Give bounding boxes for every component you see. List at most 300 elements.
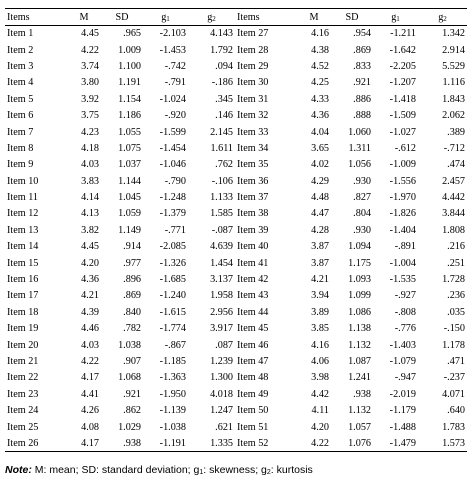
skewness-value-right: -1.404: [389, 224, 416, 236]
mean-value: 4.14: [81, 192, 99, 204]
skewness-value-right: -1.479: [373, 435, 418, 451]
table-row: [5, 419, 467, 435]
item-label: Item 8: [7, 142, 34, 154]
table-row: [5, 402, 467, 418]
sd-value-right: .833: [353, 60, 371, 72]
item-label-right: Item 52: [235, 435, 297, 451]
sd-value-right: 1.311: [348, 142, 371, 154]
header-g1-letter: g: [161, 11, 167, 23]
sd-value-right: .930: [353, 224, 371, 236]
sd-value: .938: [101, 435, 143, 451]
sd-value-right: 1.087: [348, 356, 371, 367]
table-row: [5, 58, 467, 74]
table-row: [5, 140, 467, 156]
kurtosis-value-right: 1.573: [418, 435, 467, 451]
kurtosis-value: .087: [215, 339, 233, 351]
mean-value-right: 4.16: [311, 339, 329, 351]
kurtosis-value: 3.917: [210, 323, 233, 335]
skewness-value-right: -.776: [394, 323, 416, 335]
item-label: Item 23: [7, 388, 39, 400]
item-label-right: Item 44: [237, 306, 269, 318]
kurtosis-value: 2.956: [210, 306, 233, 318]
mean-value: 3.92: [81, 93, 99, 105]
sd-value: .840: [123, 306, 141, 318]
kurtosis-value: 1.792: [210, 44, 233, 56]
header-g2-sub-right: 2: [443, 14, 447, 23]
skewness-value-right: -1.403: [389, 339, 416, 351]
mean-value-right: 4.52: [311, 60, 329, 72]
skewness-value-right: -1.207: [389, 77, 416, 89]
mean-value: 3.80: [81, 77, 99, 89]
kurtosis-value-right: -.237: [443, 372, 465, 384]
sd-value-right: .921: [353, 77, 371, 89]
sd-value: 1.191: [118, 77, 141, 89]
table-row: [5, 206, 467, 222]
skewness-value-right: -.927: [394, 290, 416, 302]
mean-value-right: 4.25: [311, 77, 329, 89]
header-sd-right: SD: [331, 9, 373, 26]
mean-value: 3.74: [81, 60, 99, 72]
table-row: [5, 271, 467, 287]
header-skewness-right: [373, 9, 418, 26]
item-label: Item 11: [7, 192, 39, 204]
header-kurtosis-right: [418, 9, 467, 26]
mean-value-right: 3.65: [311, 142, 329, 154]
mean-value-right: 4.20: [311, 421, 329, 433]
skewness-value-right: -1.179: [389, 405, 416, 417]
skewness-value-right: -1.642: [389, 44, 416, 56]
item-label-right: Item 27: [237, 28, 269, 40]
skewness-value: -1.950: [159, 388, 186, 400]
sd-value: 1.055: [118, 126, 141, 138]
item-label: Item 1: [7, 28, 34, 40]
sd-value: .782: [123, 323, 141, 335]
item-label: Item 19: [7, 323, 39, 335]
skewness-value-right: -1.826: [389, 208, 416, 220]
mean-value-right: 4.33: [311, 93, 329, 105]
item-label-right: Item 41: [237, 257, 269, 269]
sd-value: .862: [123, 405, 141, 417]
mean-value-right: 4.36: [311, 110, 329, 122]
header-g1-sub: 1: [166, 14, 170, 23]
sd-value-right: .804: [353, 208, 371, 220]
sd-value: 1.009: [118, 44, 141, 56]
table-body: [5, 26, 467, 452]
table-row: [5, 239, 467, 255]
sd-value-right: 1.241: [348, 372, 371, 384]
skewness-value: -1.326: [159, 257, 186, 269]
sd-value-right: 1.132: [348, 405, 371, 417]
item-label-right: Item 29: [237, 60, 269, 72]
header-items-right: Items: [235, 9, 297, 26]
item-label-right: Item 30: [237, 77, 269, 89]
skewness-value: -1.248: [159, 192, 186, 204]
kurtosis-value: 1.335: [188, 435, 235, 451]
table-row: [5, 386, 467, 402]
sd-value: .921: [123, 388, 141, 400]
item-label: Item 4: [7, 77, 34, 89]
header-g1-sub-right: 1: [396, 14, 400, 23]
item-label-right: Item 51: [237, 421, 269, 433]
header-g1-letter-right: g: [391, 11, 397, 23]
sd-value: .914: [123, 241, 141, 253]
table-row: [5, 91, 467, 107]
mean-value-right: 4.21: [311, 274, 329, 286]
mean-value: 4.39: [81, 306, 99, 318]
skewness-value-right: -.808: [394, 306, 416, 318]
item-label: Item 13: [7, 224, 39, 236]
item-label: Item 24: [7, 405, 39, 417]
table-row: [5, 337, 467, 353]
kurtosis-value-right: 5.529: [442, 60, 465, 72]
skewness-value-right: -1.027: [389, 126, 416, 138]
sd-value-right: 1.076: [331, 435, 373, 451]
mean-value-right: 3.85: [311, 323, 329, 335]
kurtosis-value-right: -.712: [443, 142, 465, 154]
skewness-value-right: -1.488: [389, 421, 416, 433]
sd-value: .907: [123, 356, 141, 367]
item-label-right: Item 35: [237, 159, 269, 171]
item-label: Item 10: [7, 175, 39, 187]
kurtosis-value-right: 1.843: [442, 93, 465, 105]
kurtosis-value-right: 1.342: [442, 28, 465, 40]
kurtosis-value: 3.137: [210, 274, 233, 286]
kurtosis-value: 1.611: [210, 142, 233, 154]
item-label: Item 25: [7, 421, 39, 433]
table-row: [5, 107, 467, 123]
sd-value-right: .938: [353, 388, 371, 400]
mean-value: 4.45: [81, 241, 99, 253]
sd-value: 1.075: [118, 142, 141, 154]
kurtosis-value-right: 2.914: [442, 44, 465, 56]
skewness-value: -1.024: [159, 93, 186, 105]
kurtosis-value: 1.133: [210, 192, 233, 204]
kurtosis-value: -.087: [211, 224, 233, 236]
kurtosis-value-right: -.150: [443, 323, 465, 335]
sd-value-right: .888: [353, 110, 371, 122]
item-label: Item 16: [7, 274, 39, 286]
mean-value: 4.20: [81, 257, 99, 269]
skewness-value: -1.240: [159, 290, 186, 302]
kurtosis-value-right: 2.457: [442, 175, 465, 187]
sd-value: 1.154: [118, 93, 141, 105]
kurtosis-value-right: 1.728: [442, 274, 465, 286]
skewness-value: -1.774: [159, 323, 186, 335]
kurtosis-value-right: .216: [447, 241, 465, 253]
item-label: Item 6: [7, 110, 34, 122]
mean-value: 4.23: [81, 126, 99, 138]
item-label: Item 20: [7, 339, 39, 351]
item-label-right: Item 39: [237, 224, 269, 236]
kurtosis-value: .621: [215, 421, 233, 433]
item-label: Item 26: [5, 435, 67, 451]
sd-value: 1.068: [118, 372, 141, 384]
mean-value: 4.13: [81, 208, 99, 220]
kurtosis-value: 1.247: [210, 405, 233, 417]
kurtosis-value-right: .640: [447, 405, 465, 417]
skewness-value-right: -1.418: [389, 93, 416, 105]
kurtosis-value-right: 1.178: [442, 339, 465, 351]
kurtosis-value: -.106: [211, 175, 233, 187]
skewness-value: -.771: [164, 224, 186, 236]
table-row: [5, 124, 467, 140]
skewness-value: -1.363: [159, 372, 186, 384]
sd-value: 1.045: [118, 192, 141, 204]
item-label-right: Item 28: [237, 44, 269, 56]
mean-value: 4.17: [67, 435, 101, 451]
sd-value-right: 1.086: [348, 306, 371, 318]
skewness-value: -1.038: [159, 421, 186, 433]
mean-value-right: 3.94: [311, 290, 329, 302]
kurtosis-value: .345: [215, 93, 233, 105]
item-label-right: Item 50: [237, 405, 269, 417]
skewness-value-right: -1.556: [389, 175, 416, 187]
item-label: Item 12: [7, 208, 39, 220]
skewness-value-right: -1.004: [389, 257, 416, 269]
mean-value-right: 4.22: [297, 435, 331, 451]
sd-value: 1.100: [118, 60, 141, 72]
kurtosis-value-right: .471: [447, 356, 465, 367]
skewness-value: -1.046: [159, 159, 186, 171]
skewness-value: -1.615: [159, 306, 186, 318]
mean-value: 4.08: [81, 421, 99, 433]
table-header-row: [5, 9, 467, 26]
header-items: Items: [5, 9, 67, 26]
mean-value: 4.36: [81, 274, 99, 286]
item-label-right: Item 31: [237, 93, 269, 105]
skewness-value: -1.685: [159, 274, 186, 286]
table-row: [5, 353, 467, 369]
kurtosis-value: 2.145: [210, 126, 233, 138]
mean-value-right: 3.87: [311, 257, 329, 269]
skewness-value: -1.599: [159, 126, 186, 138]
table-row: [5, 304, 467, 320]
kurtosis-value: 4.143: [210, 28, 233, 40]
header-mean-right: M: [297, 9, 331, 26]
kurtosis-value-right: 4.442: [442, 192, 465, 204]
skewness-value: -1.379: [159, 208, 186, 220]
skewness-value: -1.453: [159, 44, 186, 56]
kurtosis-value-right: .251: [447, 257, 465, 269]
kurtosis-value: 1.585: [210, 208, 233, 220]
table-row: [5, 26, 467, 42]
sd-value: 1.029: [118, 421, 141, 433]
mean-value-right: 4.06: [311, 356, 329, 367]
note-text-c: : kurtosis: [270, 464, 313, 476]
sd-value: .977: [123, 257, 141, 269]
table-row: [5, 75, 467, 91]
table-row: [5, 255, 467, 271]
header-skewness: [143, 9, 188, 26]
header-g2-letter: g: [207, 11, 213, 23]
mean-value-right: 3.89: [311, 306, 329, 318]
table-row: [5, 42, 467, 58]
mean-value-right: 4.47: [311, 208, 329, 220]
item-label-right: Item 45: [237, 323, 269, 335]
kurtosis-value-right: 1.808: [442, 224, 465, 236]
skewness-value: -1.191: [143, 435, 188, 451]
item-label-right: Item 43: [237, 290, 269, 302]
kurtosis-value: 1.239: [210, 356, 233, 367]
kurtosis-value: 1.300: [210, 372, 233, 384]
skewness-value: -1.454: [159, 142, 186, 154]
kurtosis-value-right: 4.071: [442, 388, 465, 400]
item-label-right: Item 48: [237, 372, 269, 384]
table-row: [5, 157, 467, 173]
sd-value-right: 1.057: [348, 421, 371, 433]
table-row: [5, 288, 467, 304]
mean-value: 4.22: [81, 356, 99, 367]
skewness-value-right: -1.970: [389, 192, 416, 204]
mean-value: 4.18: [81, 142, 99, 154]
sd-value: 1.038: [118, 339, 141, 351]
item-label: Item 5: [7, 93, 34, 105]
table-row: [5, 189, 467, 205]
mean-value-right: 4.28: [311, 224, 329, 236]
mean-value-right: 4.42: [311, 388, 329, 400]
item-label: Item 17: [7, 290, 39, 302]
item-label-right: Item 33: [237, 126, 269, 138]
sd-value-right: .869: [353, 44, 371, 56]
mean-value-right: 4.04: [311, 126, 329, 138]
sd-value: 1.037: [118, 159, 141, 171]
kurtosis-value-right: .474: [447, 159, 465, 171]
skewness-value: -.920: [164, 110, 186, 122]
mean-value: 4.21: [81, 290, 99, 302]
mean-value: 4.46: [81, 323, 99, 335]
sd-value-right: 1.094: [348, 241, 371, 253]
item-label: Item 3: [7, 60, 34, 72]
skewness-value-right: -2.205: [389, 60, 416, 72]
item-label-right: Item 47: [237, 356, 269, 367]
skewness-value: -.742: [164, 60, 186, 72]
mean-value-right: 4.48: [311, 192, 329, 204]
mean-value: 4.45: [81, 28, 99, 40]
kurtosis-value-right: .236: [447, 290, 465, 302]
skewness-value-right: -1.535: [389, 274, 416, 286]
sd-value: .896: [123, 274, 141, 286]
item-label-right: Item 37: [237, 192, 269, 204]
kurtosis-value-right: 2.062: [442, 110, 465, 122]
item-label-right: Item 32: [237, 110, 269, 122]
table-note: [5, 464, 313, 476]
kurtosis-value-right: .035: [447, 306, 465, 318]
mean-value: 3.82: [81, 224, 99, 236]
kurtosis-value-right: .389: [447, 126, 465, 138]
note-label: Note:: [5, 464, 32, 476]
mean-value: 4.03: [81, 339, 99, 351]
header-g2-sub: 2: [212, 14, 216, 23]
mean-value: 3.83: [81, 175, 99, 187]
skewness-value: -2.085: [159, 241, 186, 253]
skewness-value: -.867: [164, 339, 186, 351]
item-label-right: Item 34: [237, 142, 269, 154]
item-label: Item 7: [7, 126, 34, 138]
item-label-right: Item 40: [237, 241, 269, 253]
mean-value-right: 4.02: [311, 159, 329, 171]
skewness-value: -.790: [164, 175, 186, 187]
sd-value-right: 1.138: [348, 323, 371, 335]
item-label: Item 15: [7, 257, 39, 269]
kurtosis-value-right: 3.844: [442, 208, 465, 220]
kurtosis-value: 4.639: [210, 241, 233, 253]
sd-value-right: 1.132: [348, 339, 371, 351]
item-label: Item 22: [7, 372, 39, 384]
skewness-value: -1.139: [159, 405, 186, 417]
sd-value-right: 1.099: [348, 290, 371, 302]
item-label-right: Item 49: [237, 388, 269, 400]
skewness-value-right: -.947: [394, 372, 416, 384]
header-mean: M: [67, 9, 101, 26]
mean-value-right: 4.11: [311, 405, 329, 417]
note-sub-b: 2: [266, 469, 271, 476]
item-label-right: Item 36: [237, 175, 269, 187]
mean-value: 4.22: [81, 44, 99, 56]
kurtosis-value: .094: [215, 60, 233, 72]
mean-value-right: 4.16: [311, 28, 329, 40]
note-text-b: : skewness; g: [203, 464, 267, 476]
mean-value-right: 4.38: [311, 44, 329, 56]
sd-value: 1.059: [118, 208, 141, 220]
sd-value-right: 1.093: [348, 274, 371, 286]
header-sd: SD: [101, 9, 143, 26]
sd-value-right: .886: [353, 93, 371, 105]
note-sub-a: 1: [199, 469, 204, 476]
header-kurtosis: [188, 9, 235, 26]
item-label-right: Item 46: [237, 339, 269, 351]
mean-value: 4.03: [81, 159, 99, 171]
descriptive-statistics-table: [5, 8, 467, 452]
mean-value-right: 3.87: [311, 241, 329, 253]
kurtosis-value: 4.018: [210, 388, 233, 400]
skewness-value: -2.103: [159, 28, 186, 40]
item-label: Item 14: [7, 241, 39, 253]
sd-value-right: .827: [353, 192, 371, 204]
sd-value-right: .930: [353, 175, 371, 187]
sd-value-right: .954: [353, 28, 371, 40]
skewness-value-right: -.891: [394, 241, 416, 253]
sd-value: .869: [123, 290, 141, 302]
skewness-value-right: -1.509: [389, 110, 416, 122]
mean-value: 4.17: [81, 372, 99, 384]
mean-value: 4.41: [81, 388, 99, 400]
kurtosis-value: .146: [215, 110, 233, 122]
skewness-value-right: -1.211: [390, 28, 416, 40]
skewness-value: -.791: [164, 77, 186, 89]
note-text-a: M: mean; SD: standard deviation; g: [31, 464, 200, 476]
sd-value: 1.186: [118, 110, 141, 122]
table-row: [5, 173, 467, 189]
header-g2-letter-right: g: [438, 11, 444, 23]
kurtosis-value-right: 1.783: [442, 421, 465, 433]
item-label: Item 18: [7, 306, 39, 318]
sd-value-right: 1.056: [348, 159, 371, 171]
mean-value: 4.26: [81, 405, 99, 417]
table-row: [5, 321, 467, 337]
kurtosis-value: 1.958: [210, 290, 233, 302]
sd-value: 1.144: [118, 175, 141, 187]
kurtosis-value: 1.454: [210, 257, 233, 269]
sd-value: 1.149: [118, 224, 141, 236]
item-label: Item 21: [7, 356, 39, 367]
item-label: Item 9: [7, 159, 34, 171]
sd-value: .965: [123, 28, 141, 40]
mean-value-right: 4.29: [311, 175, 329, 187]
skewness-value-right: -.612: [394, 142, 416, 154]
sd-value-right: 1.060: [348, 126, 371, 138]
mean-value-right: 3.98: [311, 372, 329, 384]
table-row: [5, 370, 467, 386]
